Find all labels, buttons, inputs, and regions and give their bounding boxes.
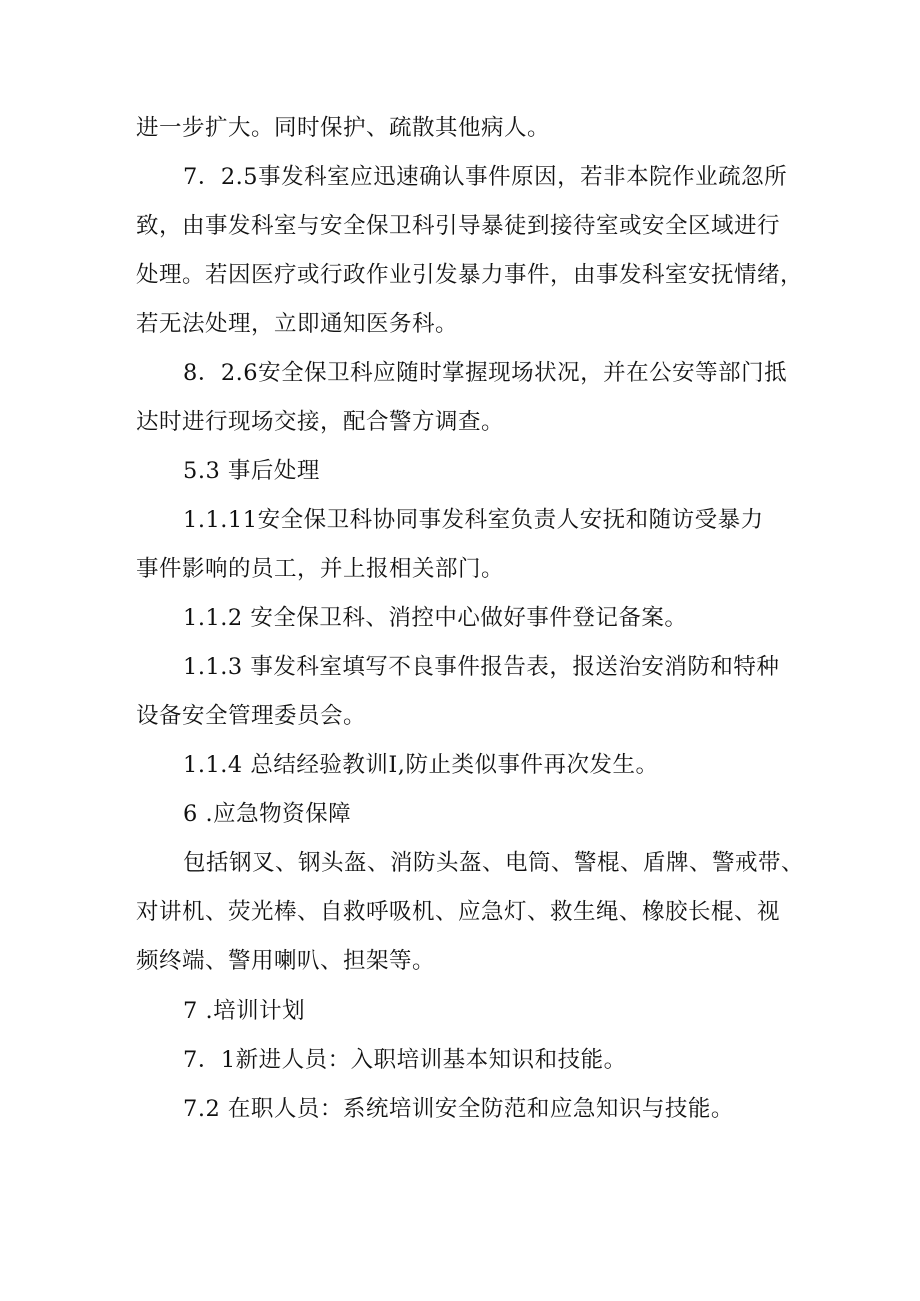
text-line: 致，由事发科室与安全保卫科引导暴徒到接待室或安全区域进行	[136, 213, 781, 239]
text-line: 包括钢叉、钢头盔、消防头盔、电筒、警棍、盾牌、警戒带、	[183, 850, 805, 876]
section-heading: 6 .应急物资保障	[183, 801, 352, 827]
text-line: 达时进行现场交接，配合警方调查。	[136, 409, 505, 435]
section-heading: 7 .培训计划	[183, 998, 306, 1024]
text-line: 处理。若因医疗或行政作业引发暴力事件，由事发科室安抚情绪，	[136, 262, 804, 288]
text-line: 进一步扩大。同时保护、疏散其他病人。	[136, 115, 551, 141]
section-heading: 5.3 事后处理	[183, 458, 320, 484]
text-line: 7.2 在职人员：系统培训安全防范和应急知识与技能。	[183, 1096, 734, 1122]
text-line: 设备安全管理委员会。	[136, 703, 367, 729]
text-line: 8．2.6安全保卫科应随时掌握现场状况，并在公安等部门抵	[183, 360, 788, 386]
text-line: 1.1.3 事发科室填写不良事件报告表，报送治安消防和特种	[183, 654, 780, 680]
text-line: 1.1.2 安全保卫科、消控中心做好事件登记备案。	[183, 605, 688, 631]
text-line: 事件影响的员工，并上报相关部门。	[136, 556, 505, 582]
text-line: 7．2.5事发科室应迅速确认事件原因，若非本院作业疏忽所	[183, 164, 788, 190]
text-line: 若无法处理，立即通知医务科。	[136, 311, 459, 337]
text-line: 1.1.4 总结经验教训I,防止类似事件再次发生。	[183, 752, 659, 778]
text-line: 频终端、警用喇叭、担架等。	[136, 948, 436, 974]
text-line: 7．1新进人员：入职培训基本知识和技能。	[183, 1047, 627, 1073]
text-line: 对讲机、荧光棒、自救呼吸机、应急灯、救生绳、橡胶长棍、视	[136, 899, 781, 925]
text-line: 1.1.11安全保卫科协同事发科室负责人安抚和随访受暴力	[183, 507, 764, 533]
